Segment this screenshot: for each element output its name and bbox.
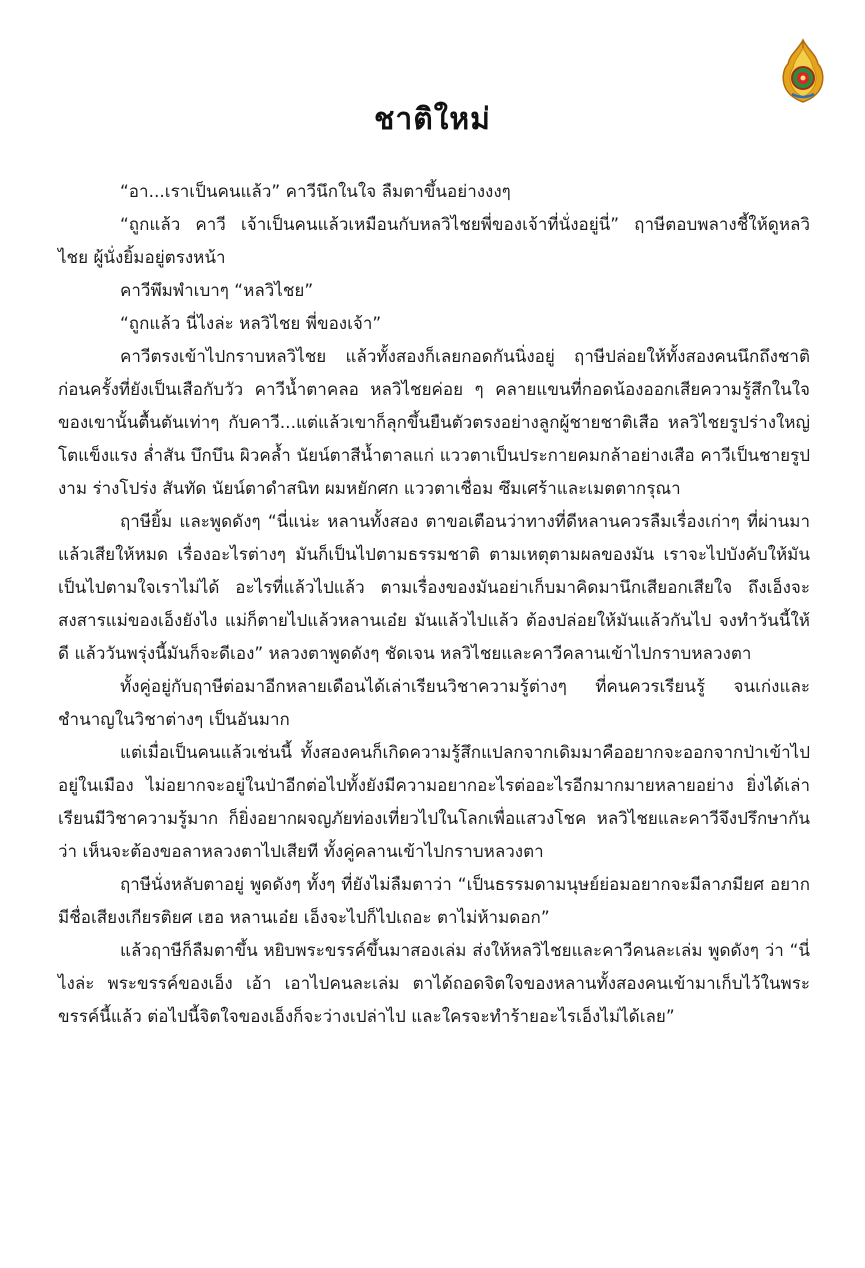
paragraph: ทั้งคู่อยู่กับฤาษีต่อมาอีกหลายเดือนได้เล่าเรียนวิชาความรู้ต่างๆ ที่คนควรเรียนรู้ จนเก่งและชำนาญในวิชาต่างๆ เป็นอันมาก <box>58 677 810 730</box>
royal-crest-emblem-icon <box>778 38 828 104</box>
paragraph: ฤาษียิ้ม และพูดดังๆ “นี่แน่ะ หลานทั้งสอง ตาขอเตือนว่าทางที่ดีหลานควรลืมเรื่องเก่าๆ ที่ผ่านมาแล้วเสียให้หมด เรื่องอะไรต่างๆ มันก็เป็นไปตามธรรมชาติ ตามเหตุตามผลของมัน เราจะไปบังคับให้มันเป็นไปตามใจเราไม่ได้ อะไรที่แล้วไปแล้ว ตามเรื่องของมันอย่าเก็บมาคิดมานึกเสียอกเสียใจ ถึงเอ็งจะสงสารแม่ของเอ็งยังไง แม่ก็ตายไปแล้วหลานเอ๋ย มันแล้วไปแล้ว ต้องปล่อยให้มันแล้วกันไป จงทำวันนี้ให้ดี แล้ววันพรุ่งนี้มันก็จะดีเอง” หลวงตาพูดดังๆ ชัดเจน หลวิไชยและคาวีคลานเข้าไปกราบหลวงตา <box>58 512 810 664</box>
page-title: ชาติใหม่ <box>374 102 491 137</box>
paragraph: “ถูกแล้ว คาวี เจ้าเป็นคนแล้วเหมือนกับหลวิไชยพี่ของเจ้าที่นั่งอยู่นี่” ฤาษีตอบพลางชี้ให้ดูหลวิไชย ผู้นั่งยิ้มอยู่ตรงหน้า <box>58 215 810 268</box>
paragraph: คาวีตรงเข้าไปกราบหลวิไชย แล้วทั้งสองก็เลยกอดกันนิ่งอยู่ ฤาษีปล่อยให้ทั้งสองคนนึกถึงชาติก่อนครั้งที่ยังเป็นเสือกับวัว คาวีน้ำตาคลอ หลวิไชยค่อย ๆ คลายแขนที่กอดน้องออกเสียความรู้สึกในใจของเขานั้นตื้นตันเท่าๆ กับคาวี...แต่แล้วเขาก็ลุกขึ้นยืนตัวตรงอย่างลูกผู้ชายชาติเสือ หลวิไชยรูปร่างใหญ่โตแข็งแรง ล่ำสัน บึกบึน ผิวคล้ำ นัยน์ตาสีน้ำตาลแก่ แววตาเป็นประกายคมกล้าอย่างเสือ คาวีเป็นชายรูปงาม ร่างโปร่ง สันทัด นัยน์ตาดำสนิท ผมหยักศก แววตาเชื่อม ซึมเศร้าและเมตตากรุณา <box>58 347 810 499</box>
paragraph: แต่เมื่อเป็นคนแล้วเช่นนี้ ทั้งสองคนก็เกิดความรู้สึกแปลกจากเดิมมาคืออยากจะออกจากป่าเข้าไปอยู่ในเมือง ไม่อยากจะอยู่ในป่าอีกต่อไปทั้งยังมีความอยากอะไรต่ออะไรอีกมากมายหลายอย่าง ยิ่งได้เล่าเรียนมีวิชาความรู้มาก ก็ยิ่งอยากผจญภัยท่องเที่ยวไปในโลกเพื่อแสวงโชค หลวิไชยและคาวีจึงปรึกษากันว่า เห็นจะต้องขอลาหลวงตาไปเสียที ทั้งคู่คลานเข้าไปกราบหลวงตา <box>58 743 810 862</box>
paragraph: ฤาษีนั่งหลับตาอยู่ พูดดังๆ ทั้งๆ ที่ยังไม่ลืมตาว่า “เป็นธรรมดามนุษย์ย่อมอยากจะมีลาภมียศ อยากมีชื่อเสียงเกียรติยศ เฮอ หลานเอ๋ย เอ็งจะไปก็ไปเถอะ ตาไม่ห้ามดอก” <box>58 875 810 928</box>
paragraph: คาวีพึมพำเบาๆ “หลวิไชย” <box>120 281 314 301</box>
paragraph: “ถูกแล้ว นี่ไงล่ะ หลวิไชย พี่ของเจ้า” <box>120 314 382 334</box>
paragraph: “อา...เราเป็นคนแล้ว” คาวีนึกในใจ ลืมตาขึ้นอย่างงงๆ <box>120 182 511 202</box>
story-body <box>58 176 810 1034</box>
paragraph: แล้วฤาษีก็ลืมตาขึ้น หยิบพระขรรค์ขึ้นมาสองเล่ม ส่งให้หลวิไชยและคาวีคนละเล่ม พูดดังๆ ว่า “นี่ไงล่ะ พระขรรค์ของเอ็ง เอ้า เอาไปคนละเล่ม ตาได้ถอดจิตใจของหลานทั้งสองคนเข้ามาเก็บไว้ในพระขรรค์นี้แล้ว ต่อไปนี้จิตใจของเอ็งก็จะว่างเปล่าไป และใครจะทำร้ายอะไรเอ็งไม่ได้เลย” <box>58 941 810 1027</box>
